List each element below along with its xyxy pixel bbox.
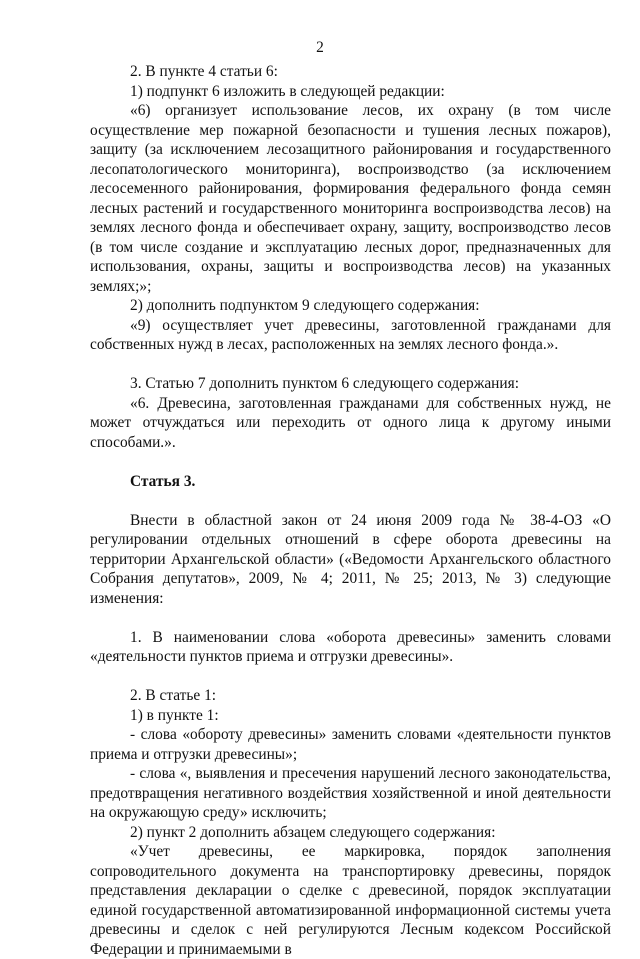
paragraph-subpoint9-intro: 2) дополнить подпунктом 9 следующего содержания: (130, 297, 480, 314)
spacer (90, 491, 611, 511)
page-number: 2 (316, 39, 324, 56)
paragraph-subpoint9-text: «9) осуществляет учет древесины, заготовленной гражданами для собственных нужд в лесах, расположенных на землях лесного фонда.». (90, 316, 611, 353)
paragraph-title-change: 1. В наименовании слова «оборота древесины» заменить словами «деятельности пунктов приема и отгрузки древесины». (90, 628, 611, 665)
paragraph-point1-item2: - слова «, выявления и пресечения нарушений лесного законодательства, предотвращения негативного воздействия хозяйственной и иной деятельности на окружающую среду» исключить; (90, 765, 611, 821)
paragraph-article6-point4: 2. В пункте 4 статьи 6: (130, 63, 278, 80)
paragraph-subpoint6-text: «6) организует использование лесов, их охрану (в том числе осуществление мер пожарной безопасности и тушения лесных пожаров), защиту (за исключением лесозащитного районирования и государственного лесопатологического мониторинга), воспроизводство (за исключением лесосеменного районирования, формирования федерального фонда семян лесных растений и государственного мониторинга воспроизводства лесов) на землях лесного фонда и обеспечивает охрану, защиту, воспроизводство лесов (в том числе создание и эксплуатацию лесных дорог, предназначенных для использования, охраны, защиты и воспроизводства лесов) на указанных землях;»; (90, 102, 611, 295)
paragraph-point1-intro: 1) в пункте 1: (130, 706, 219, 724)
spacer (90, 355, 611, 375)
spacer (90, 608, 611, 628)
paragraph-article7-text: «6. Древесина, заготовленная гражданами для собственных нужд, не может отчуждаться или переходить от одного лица к другому иными способами.». (90, 394, 611, 451)
paragraph-point1-item1: - слова «обороту древесины» заменить словами «деятельности пунктов приема и отгрузки древесины»; (90, 726, 611, 763)
paragraph-article7-intro: 3. Статью 7 дополнить пунктом 6 следующего содержания: (130, 375, 519, 392)
paragraph-point2-text: «Учет древесины, ее маркировка, порядок заполнения сопроводительного документа на транспортировку древесины, порядок представления декларации о сделке с древесиной, порядок эксплуатации единой государственной автоматизированной информационной системы учета древесины и сделок с ней регулируются Лесным кодексом Российской Федерации и принимаемыми в (90, 843, 611, 958)
paragraph-article1-intro: 2. В статье 1: (130, 687, 217, 704)
paragraph-law-amendment-intro: Внести в областной закон от 24 июня 2009 года № 38-4-ОЗ «О регулировании отдельных отношений в сфере оборота древесины на территории Архангельской области» («Ведомости Архангельского областного Собрания депутатов», 2009, № 4; 2011, № 25; 2013, № 3) следующие изменения: (90, 511, 611, 607)
spacer (90, 667, 611, 687)
paragraph-subpoint6-intro: 1) подпункт 6 изложить в следующей редакции: (130, 82, 445, 100)
spacer (90, 452, 611, 472)
document-body (90, 62, 611, 959)
article-3-heading: Статья 3. (130, 472, 196, 490)
paragraph-point2-intro: 2) пункт 2 дополнить абзацем следующего содержания: (130, 823, 496, 841)
